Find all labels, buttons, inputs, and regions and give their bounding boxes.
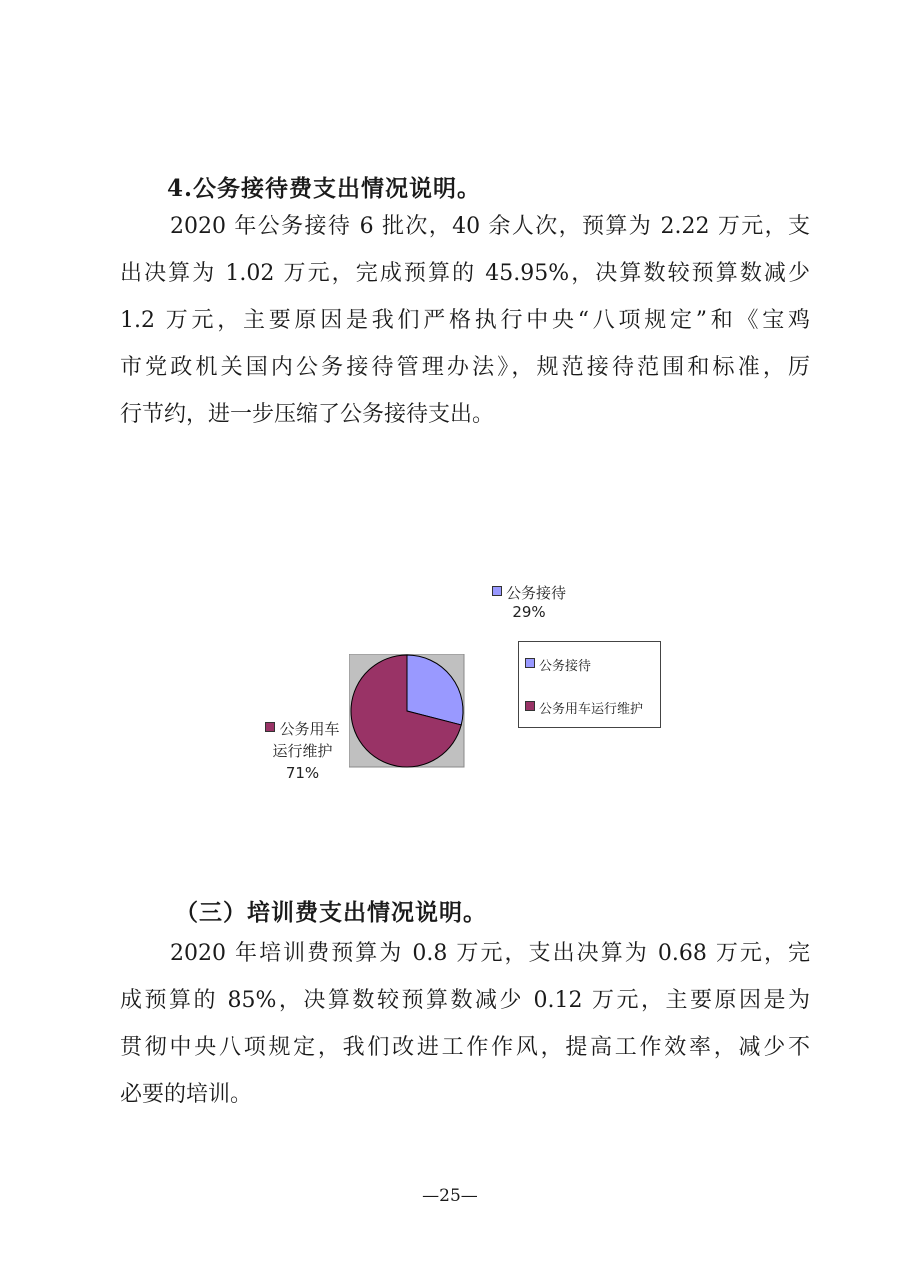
paragraph-line: 市党政机关国内公务接待管理办法》，规范接待范围和标准，厉 — [120, 355, 810, 380]
slice-label-vehicle: 公务用车 运行维护 71% — [250, 718, 355, 784]
paragraph-line: 出决算为 1.02 万元，完成预算的 45.95%，决算数较预算数减少 — [120, 261, 810, 286]
chart-legend — [518, 641, 661, 728]
paragraph-line: 成预算的 85%，决算数较预算数减少 0.12 万元，主要原因是为 — [120, 988, 810, 1013]
section-heading-reception: 4.公务接待费支出情况说明。 — [167, 175, 482, 202]
legend-swatch — [525, 701, 535, 711]
pie-plot — [349, 654, 465, 768]
paragraph-line: 贯彻中央八项规定，我们改进工作作风，提高工作效率，减少不 — [120, 1035, 810, 1060]
paragraph-line: 行节约，进一步压缩了公务接待支出。 — [120, 402, 495, 427]
section-heading-training: （三）培训费支出情况说明。 — [175, 899, 487, 926]
legend-item-reception: 公务接待 — [525, 655, 591, 674]
reception-swatch — [492, 586, 502, 596]
slice-label-reception: 公务接待 29% — [474, 582, 584, 621]
paragraph-line: 2020 年公务接待 6 批次，40 余人次，预算为 2.22 万元，支 — [170, 214, 810, 239]
vehicle-swatch — [265, 722, 275, 732]
paragraph-line: 1.2 万元，主要原因是我们严格执行中央“八项规定”和《宝鸡 — [120, 308, 810, 333]
page-number: —25— — [422, 1186, 478, 1206]
legend-swatch — [525, 658, 535, 668]
paragraph-line: 2020 年培训费预算为 0.8 万元，支出决算为 0.68 万元，完 — [170, 941, 810, 966]
paragraph-line: 必要的培训。 — [120, 1082, 253, 1107]
legend-item-vehicle: 公务用车运行维护 — [525, 698, 643, 717]
